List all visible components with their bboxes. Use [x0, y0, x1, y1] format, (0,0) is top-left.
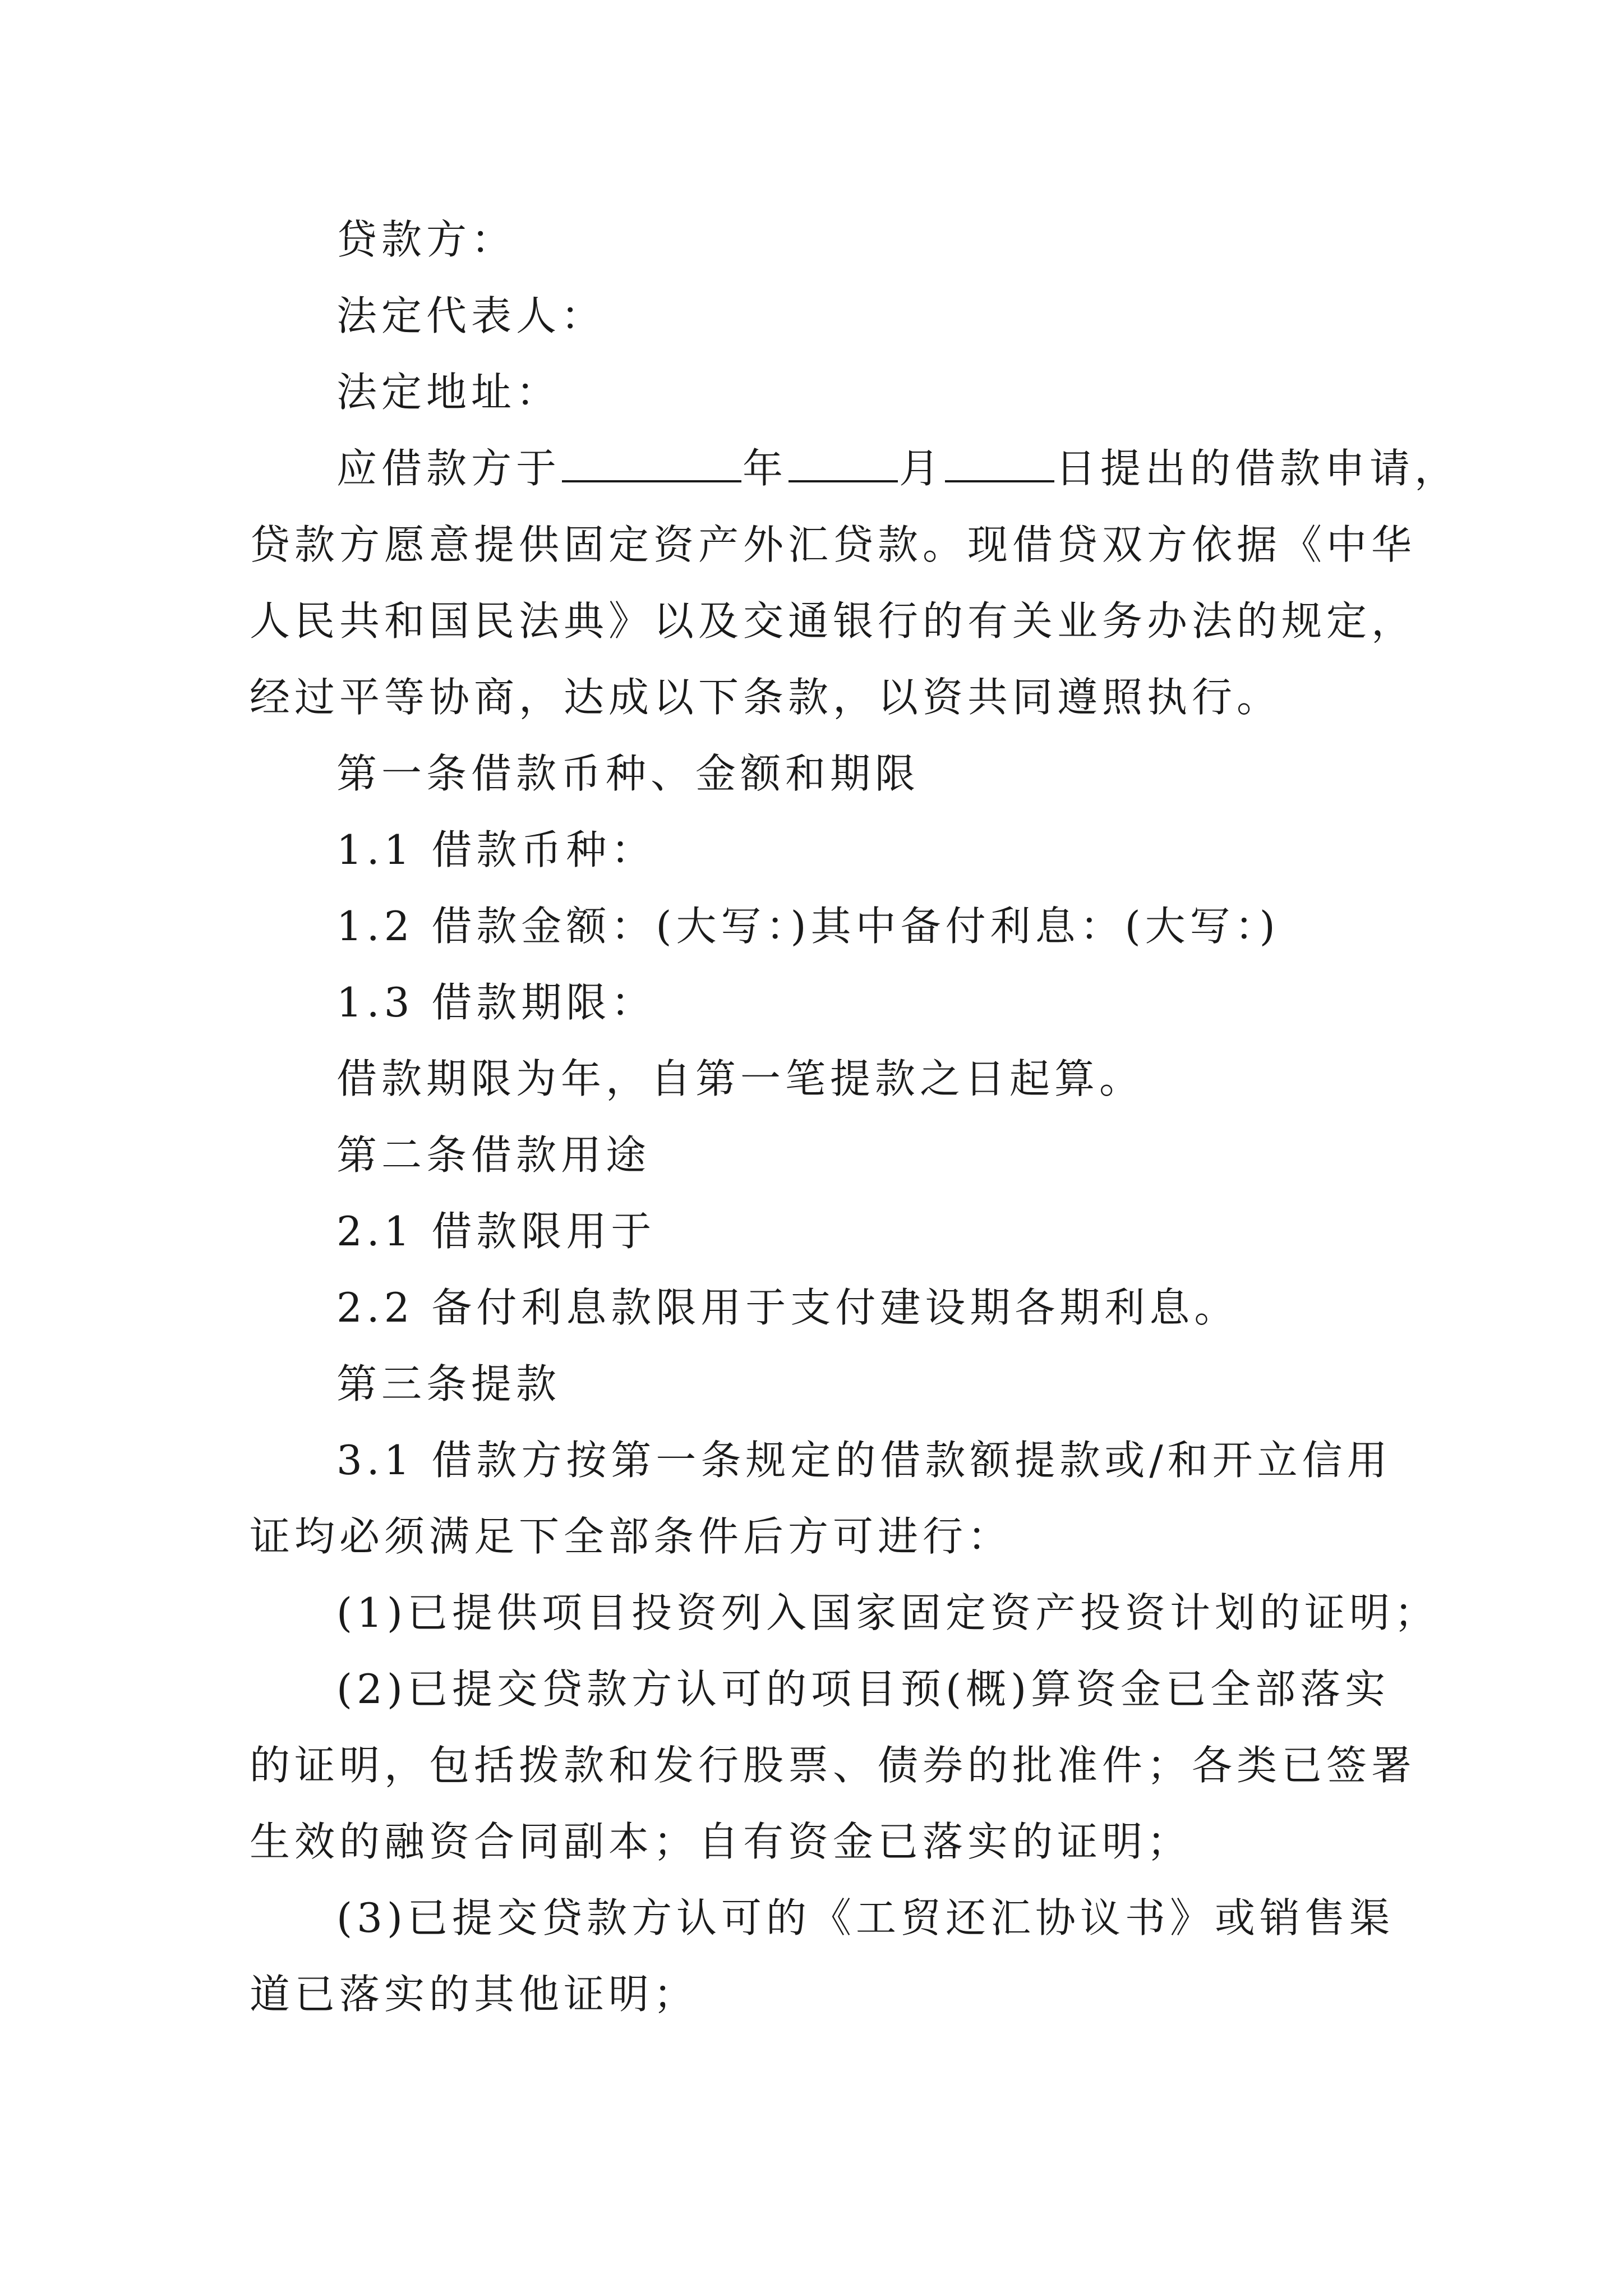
- clause-1-3: 1.3 借款期限：: [336, 979, 656, 1026]
- clause-3-1-line-2: 证均必须满足下全部条件后方可进行：: [250, 1513, 1013, 1560]
- intro-paragraph-line-3: 人民共和国民法典》以及交通银行的有关业务办法的规定，: [250, 597, 1417, 645]
- intro-year-text: 年: [743, 445, 788, 492]
- legal-representative-label: 法定代表人：: [336, 292, 606, 339]
- condition-3-line-1: (3)已提交贷款方认可的《工贸还汇协议书》或销售渠: [336, 1894, 1394, 1941]
- intro-month-text: 月: [899, 445, 944, 492]
- clause-1-1: 1.1 借款币种：: [336, 826, 656, 873]
- condition-2-line-3: 生效的融资合同副本；自有资金已落实的证明；: [250, 1818, 1192, 1865]
- article-1-title: 第一条借款币种、金额和期限: [336, 750, 920, 797]
- intro-paragraph-line-2: 贷款方愿意提供固定资产外汇贷款。现借贷双方依据《中华: [250, 521, 1417, 568]
- clause-3-1-line-1: 3.1 借款方按第一条规定的借款额提款或/和开立信用: [336, 1437, 1392, 1484]
- condition-2-line-2: 的证明，包括拨款和发行股票、债券的批准件；各类已签署: [250, 1742, 1417, 1789]
- month-blank: [789, 445, 898, 482]
- condition-2-line-1: (2)已提交贷款方认可的项目预(概)算资金已全部落实: [336, 1665, 1390, 1713]
- intro-day-text: 日提出的借款申请，: [1055, 445, 1460, 492]
- lender-label: 贷款方：: [336, 216, 517, 263]
- clause-1-2: 1.2 借款金额：(大写：)其中备付利息：(大写：): [336, 903, 1280, 950]
- condition-1: (1)已提供项目投资列入国家固定资产投资计划的证明；: [336, 1589, 1439, 1636]
- legal-address-label: 法定地址：: [336, 369, 561, 416]
- day-blank: [945, 445, 1054, 482]
- article-3-title: 第三条提款: [336, 1360, 561, 1407]
- year-blank: [562, 445, 741, 482]
- clause-1-3-text: 借款期限为年，自第一笔提款之日起算。: [336, 1055, 1145, 1102]
- intro-paragraph-line-4: 经过平等协商，达成以下条款，以资共同遵照执行。: [250, 674, 1282, 721]
- intro-paragraph-line-1: [336, 443, 1459, 494]
- clause-2-2: 2.2 备付利息款限用于支付建设期各期利息。: [336, 1284, 1239, 1331]
- intro-text-a: 应借款方于: [336, 445, 561, 492]
- article-2-title: 第二条借款用途: [336, 1131, 651, 1179]
- clause-2-1: 2.1 借款限用于: [336, 1208, 656, 1255]
- condition-3-line-2: 道已落实的其他证明；: [250, 1971, 699, 2018]
